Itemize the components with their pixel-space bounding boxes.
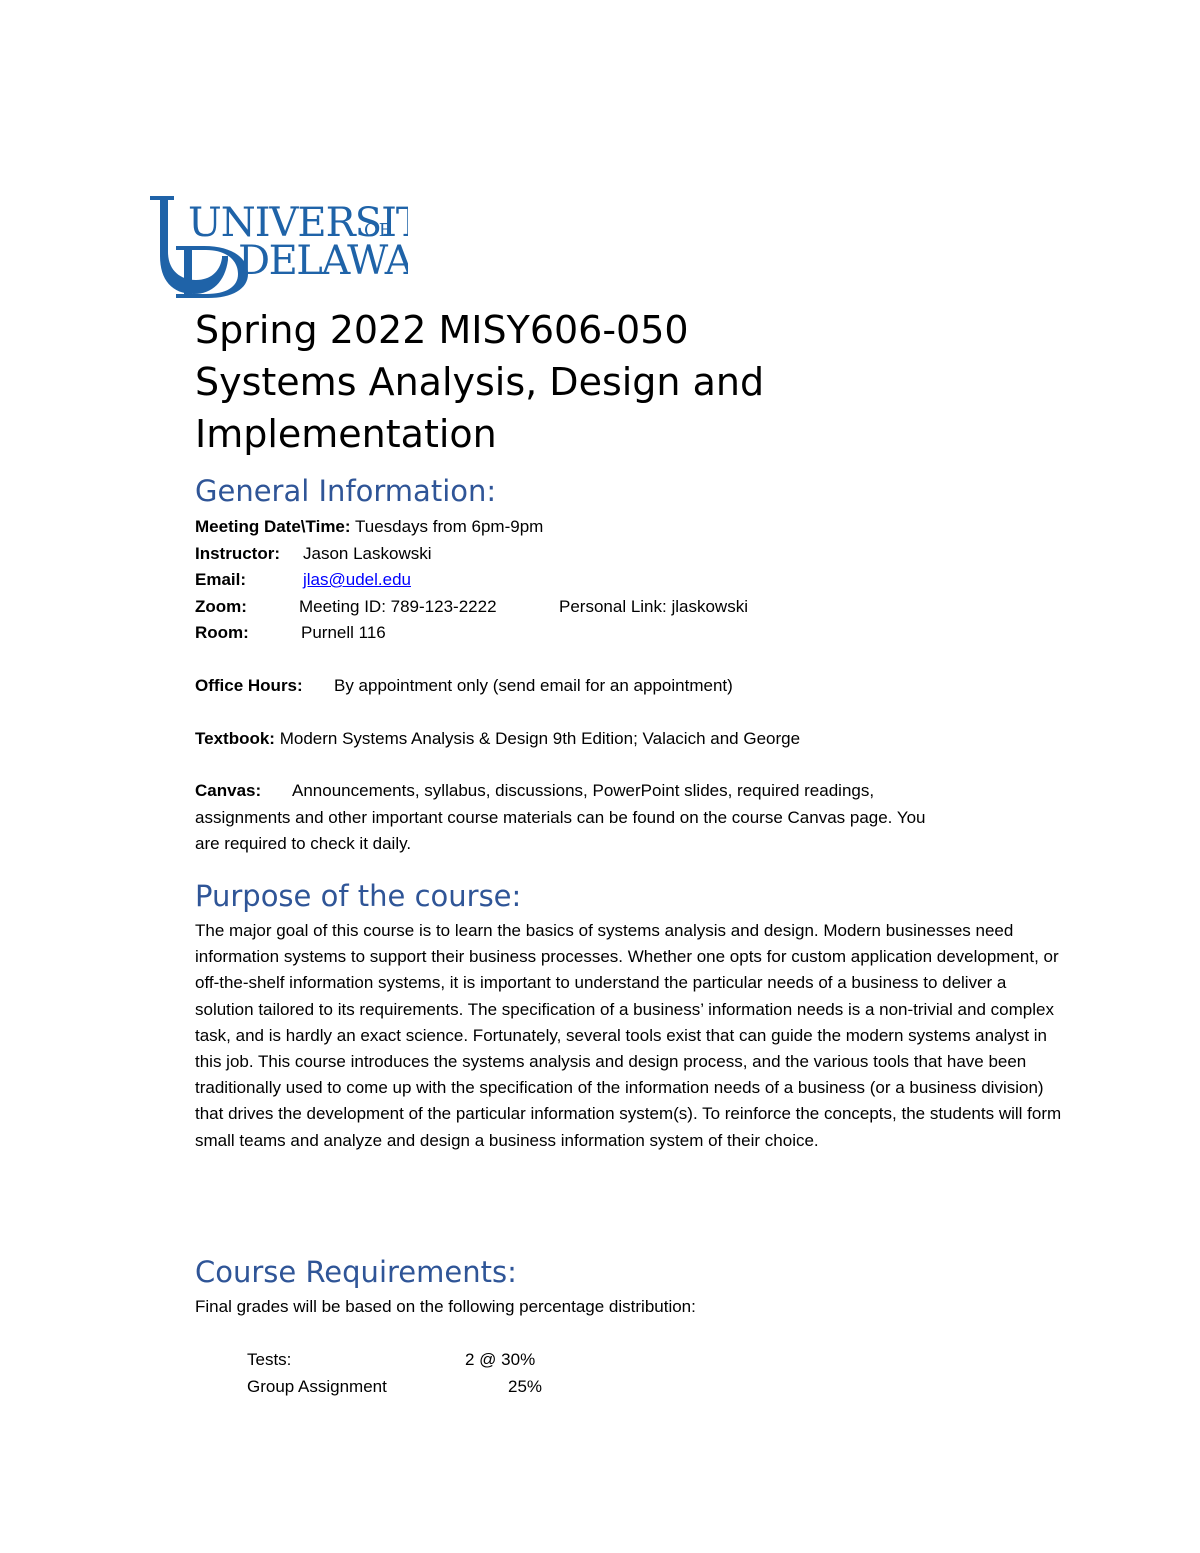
canvas-row <box>195 778 875 804</box>
office-hours-row <box>195 673 733 699</box>
office-hours-label: Office Hours: <box>195 676 303 695</box>
grade-item: Group Assignment <box>247 1377 387 1396</box>
logo-state-text: DELAWA <box>238 238 408 284</box>
canvas-line3: are required to check it daily. <box>195 834 412 853</box>
room-row <box>195 620 386 646</box>
office-hours-value: By appointment only (send email for an appointment) <box>334 676 733 695</box>
zoom-label: Zoom: <box>195 597 247 616</box>
grade-item: Tests: <box>247 1350 292 1369</box>
instructor-value: Jason Laskowski <box>303 544 432 563</box>
textbook-value: Modern Systems Analysis & Design 9th Edition; Valacich and George <box>279 729 801 748</box>
instructor-label: Instructor: <box>195 544 280 563</box>
meeting-row <box>195 514 543 540</box>
instructor-row <box>195 541 432 567</box>
requirements-intro: Final grades will be based on the following percentage distribution: <box>195 1297 696 1316</box>
room-label: Room: <box>195 623 249 642</box>
zoom-meeting-id: Meeting ID: 789-123-2222 <box>299 597 497 616</box>
zoom-personal-link: Personal Link: jlaskowski <box>559 597 748 616</box>
email-row <box>195 567 411 593</box>
purpose-paragraph: The major goal of this course is to learn the basics of systems analysis and design. Modern businesses need information systems to support their business processes. Whether one opts for custom application development, or off-the-shelf information systems, it is important to understand the particular needs of a business to deliver a solution tailored to its requirements. The specification of a business’ information needs is a non-trivial and complex task, and is hardly an exact science. Fortunately, several tools exist that can guide the modern systems analyst in this job. This course introduces the systems analysis and design process, and the various tools that have been traditionally used to come up with the specification of the information needs of a business (or a business division) that drives the development of the particular information system(s). To reinforce the concepts, the students will form small teams and analyze and design a business information system of their choice. <box>195 921 1062 1150</box>
logo-university-text: UNIVERSI <box>188 200 396 246</box>
email-label: Email: <box>195 570 247 589</box>
general-info-heading: General Information: <box>195 474 497 508</box>
meeting-label: Meeting Date\Time: <box>195 517 351 536</box>
requirements-heading: Course Requirements: <box>195 1255 517 1289</box>
grade-row <box>247 1350 536 1370</box>
university-logo <box>148 190 408 300</box>
university-of-delaware-logo-icon <box>148 190 408 300</box>
course-title-line1: Spring 2022 MISY606-050 <box>195 308 689 352</box>
textbook-label: Textbook: <box>195 729 275 748</box>
purpose-heading: Purpose of the course: <box>195 879 522 913</box>
grade-weight: 2 @ 30% <box>465 1350 536 1369</box>
email-link[interactable]: jlas@udel.edu <box>303 570 411 589</box>
zoom-row <box>195 594 748 620</box>
canvas-line1: Announcements, syllabus, discussions, PowerPoint slides, required readings, <box>292 781 875 800</box>
grade-row <box>247 1377 543 1397</box>
course-title-line2: Systems Analysis, Design and <box>195 360 765 404</box>
canvas-label: Canvas: <box>195 781 262 800</box>
logo-of-text: OF <box>364 220 392 241</box>
textbook-row <box>195 726 800 752</box>
course-title <box>195 304 1095 460</box>
meeting-value: Tuesdays from 6pm-9pm <box>354 517 544 536</box>
room-value: Purnell 116 <box>301 623 386 642</box>
course-title-line3: Implementation <box>195 412 497 456</box>
canvas-line2: assignments and other important course materials can be found on the course Canvas page. You <box>195 808 926 827</box>
grade-weight: 25% <box>508 1377 543 1396</box>
